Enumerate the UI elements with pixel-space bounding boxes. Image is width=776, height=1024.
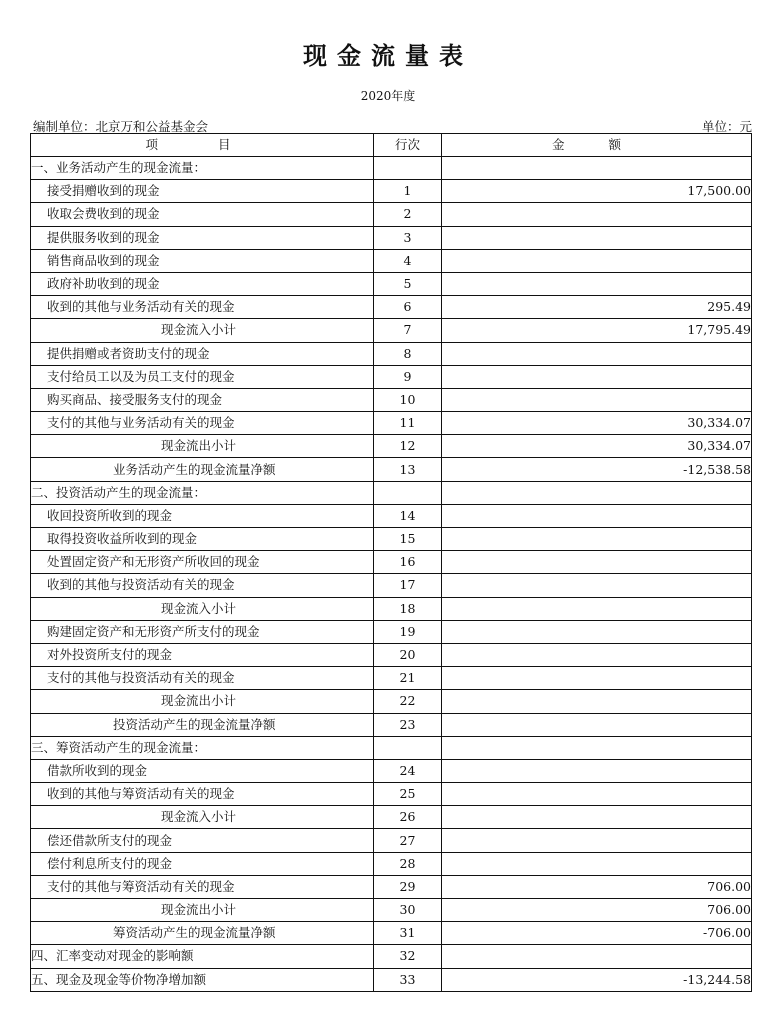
header-amount <box>442 134 752 157</box>
row-line-number: 11 <box>374 412 442 435</box>
row-line-number: 13 <box>374 458 442 481</box>
row-item-label: 购买商品、接受服务支付的现金 <box>31 388 374 411</box>
row-amount <box>442 759 752 782</box>
row-item-label: 偿还借款所支付的现金 <box>31 829 374 852</box>
row-item-label: 收取会费收到的现金 <box>31 203 374 226</box>
table-row <box>31 551 752 574</box>
row-amount: 30,334.07 <box>442 435 752 458</box>
row-amount <box>442 504 752 527</box>
table-row <box>31 875 752 898</box>
row-item-label: 现金流入小计 <box>31 806 374 829</box>
row-amount <box>442 945 752 968</box>
row-item-label: 购建固定资产和无形资产所支付的现金 <box>31 620 374 643</box>
row-amount <box>442 597 752 620</box>
row-item-label: 政府补助收到的现金 <box>31 272 374 295</box>
table-row <box>31 226 752 249</box>
row-line-number: 6 <box>374 296 442 319</box>
row-line-number: 28 <box>374 852 442 875</box>
row-line-number: 17 <box>374 574 442 597</box>
table-row <box>31 296 752 319</box>
row-amount <box>442 203 752 226</box>
row-item-label: 投资活动产生的现金流量净额 <box>31 713 374 736</box>
row-item-label: 支付给员工以及为员工支付的现金 <box>31 365 374 388</box>
row-item-label: 取得投资收益所收到的现金 <box>31 528 374 551</box>
row-amount <box>442 667 752 690</box>
row-line-number: 9 <box>374 365 442 388</box>
row-item-label: 对外投资所支付的现金 <box>31 643 374 666</box>
row-line-number <box>374 736 442 759</box>
row-item-label: 处置固定资产和无形资产所收回的现金 <box>31 551 374 574</box>
row-amount: 295.49 <box>442 296 752 319</box>
org-label: 编制单位：北京万和公益基金会 <box>33 119 209 134</box>
table-row <box>31 713 752 736</box>
table-row <box>31 458 752 481</box>
row-line-number: 7 <box>374 319 442 342</box>
table-row <box>31 852 752 875</box>
table-row <box>31 620 752 643</box>
row-amount <box>442 551 752 574</box>
table-row <box>31 945 752 968</box>
table-row <box>31 412 752 435</box>
table-row <box>31 783 752 806</box>
row-item-label: 现金流出小计 <box>31 899 374 922</box>
report-title: 现金流量表 <box>303 42 473 70</box>
row-item-label: 筹资活动产生的现金流量净额 <box>31 922 374 945</box>
row-line-number: 32 <box>374 945 442 968</box>
row-line-number: 18 <box>374 597 442 620</box>
row-item-label: 现金流出小计 <box>31 690 374 713</box>
table-row <box>31 481 752 504</box>
row-line-number: 33 <box>374 968 442 991</box>
table-row <box>31 597 752 620</box>
row-amount <box>442 365 752 388</box>
table-row <box>31 342 752 365</box>
row-amount <box>442 643 752 666</box>
row-item-label: 收到的其他与业务活动有关的现金 <box>31 296 374 319</box>
row-amount <box>442 852 752 875</box>
row-amount: 30,334.07 <box>442 412 752 435</box>
row-item-label: 现金流入小计 <box>31 597 374 620</box>
header-no: 行次 <box>374 134 442 157</box>
table-row <box>31 319 752 342</box>
row-item-label: 五、现金及现金等价物净增加额 <box>31 968 374 991</box>
row-item-label: 支付的其他与业务活动有关的现金 <box>31 412 374 435</box>
row-item-label: 支付的其他与筹资活动有关的现金 <box>31 875 374 898</box>
row-line-number: 10 <box>374 388 442 411</box>
row-line-number: 4 <box>374 249 442 272</box>
row-line-number: 2 <box>374 203 442 226</box>
row-line-number: 29 <box>374 875 442 898</box>
table-row <box>31 574 752 597</box>
row-amount <box>442 157 752 180</box>
row-line-number <box>374 481 442 504</box>
table-row <box>31 899 752 922</box>
unit-label: 单位：元 <box>701 119 752 134</box>
row-amount <box>442 783 752 806</box>
row-item-label: 接受捐赠收到的现金 <box>31 180 374 203</box>
row-line-number: 22 <box>374 690 442 713</box>
table-row <box>31 180 752 203</box>
row-line-number: 21 <box>374 667 442 690</box>
row-item-label: 三、筹资活动产生的现金流量： <box>31 736 374 759</box>
row-item-label: 提供服务收到的现金 <box>31 226 374 249</box>
row-amount: -706.00 <box>442 922 752 945</box>
header-item <box>31 134 374 157</box>
row-amount <box>442 481 752 504</box>
row-amount <box>442 690 752 713</box>
row-line-number: 14 <box>374 504 442 527</box>
table-row <box>31 759 752 782</box>
table-row <box>31 806 752 829</box>
table-row <box>31 388 752 411</box>
row-line-number: 16 <box>374 551 442 574</box>
row-amount <box>442 249 752 272</box>
row-amount <box>442 574 752 597</box>
row-amount: 706.00 <box>442 875 752 898</box>
row-item-label: 二、投资活动产生的现金流量： <box>31 481 374 504</box>
table-row <box>31 203 752 226</box>
row-amount: -13,244.58 <box>442 968 752 991</box>
row-item-label: 偿付利息所支付的现金 <box>31 852 374 875</box>
row-line-number: 5 <box>374 272 442 295</box>
row-line-number: 1 <box>374 180 442 203</box>
row-amount <box>442 736 752 759</box>
row-amount <box>442 829 752 852</box>
row-item-label: 现金流入小计 <box>31 319 374 342</box>
table-header-row <box>31 134 752 157</box>
row-line-number: 24 <box>374 759 442 782</box>
row-item-label: 收回投资所收到的现金 <box>31 504 374 527</box>
row-amount <box>442 806 752 829</box>
row-line-number: 8 <box>374 342 442 365</box>
table-row <box>31 504 752 527</box>
table-row <box>31 922 752 945</box>
row-line-number: 31 <box>374 922 442 945</box>
row-line-number: 30 <box>374 899 442 922</box>
row-amount <box>442 713 752 736</box>
row-line-number: 23 <box>374 713 442 736</box>
row-amount: 706.00 <box>442 899 752 922</box>
row-item-label: 提供捐赠或者资助支付的现金 <box>31 342 374 365</box>
table-row <box>31 643 752 666</box>
row-item-label: 借款所收到的现金 <box>31 759 374 782</box>
row-line-number: 3 <box>374 226 442 249</box>
report-year: 2020年度 <box>360 89 416 103</box>
table-row <box>31 365 752 388</box>
row-amount <box>442 226 752 249</box>
row-amount <box>442 620 752 643</box>
table-row <box>31 272 752 295</box>
row-item-label: 支付的其他与投资活动有关的现金 <box>31 667 374 690</box>
row-line-number: 20 <box>374 643 442 666</box>
table-row <box>31 157 752 180</box>
table-row <box>31 667 752 690</box>
row-item-label: 现金流出小计 <box>31 435 374 458</box>
row-amount <box>442 528 752 551</box>
row-item-label: 收到的其他与筹资活动有关的现金 <box>31 783 374 806</box>
table-row <box>31 528 752 551</box>
row-item-label: 一、业务活动产生的现金流量： <box>31 157 374 180</box>
table-row <box>31 435 752 458</box>
row-line-number: 12 <box>374 435 442 458</box>
row-line-number: 25 <box>374 783 442 806</box>
row-amount <box>442 342 752 365</box>
header-amount-label: 金 额 <box>552 137 641 152</box>
report-meta <box>30 117 750 133</box>
row-item-label: 销售商品收到的现金 <box>31 249 374 272</box>
row-line-number: 15 <box>374 528 442 551</box>
table-row <box>31 736 752 759</box>
row-item-label: 业务活动产生的现金流量净额 <box>31 458 374 481</box>
header-item-label: 项 目 <box>145 137 259 152</box>
table-row <box>31 968 752 991</box>
row-item-label: 收到的其他与投资活动有关的现金 <box>31 574 374 597</box>
row-amount <box>442 272 752 295</box>
row-line-number: 19 <box>374 620 442 643</box>
row-amount: 17,795.49 <box>442 319 752 342</box>
row-amount <box>442 388 752 411</box>
row-amount: 17,500.00 <box>442 180 752 203</box>
row-line-number: 26 <box>374 806 442 829</box>
table-row <box>31 690 752 713</box>
table-row <box>31 249 752 272</box>
row-amount: -12,538.58 <box>442 458 752 481</box>
row-item-label: 四、汇率变动对现金的影响额 <box>31 945 374 968</box>
table-row <box>31 829 752 852</box>
cash-flow-table <box>30 133 752 992</box>
row-line-number <box>374 157 442 180</box>
row-line-number: 27 <box>374 829 442 852</box>
